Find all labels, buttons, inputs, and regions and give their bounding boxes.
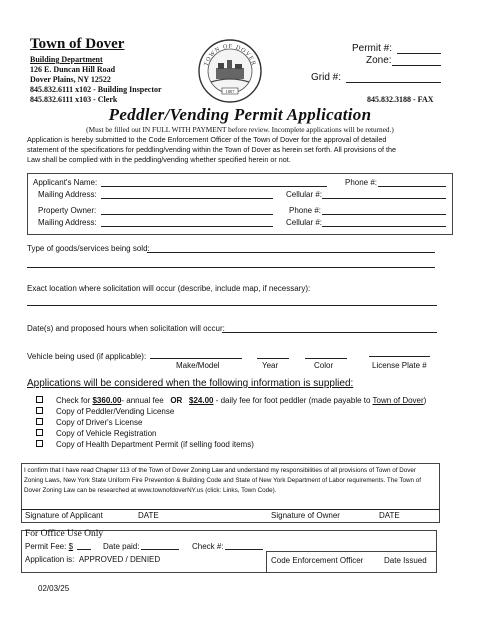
owner-cell-field[interactable] — [322, 226, 446, 227]
location-label: Exact location where solicitation will occur (describe, include map, if necessary): — [27, 284, 311, 293]
drivers-license-checkbox[interactable] — [36, 418, 43, 425]
dates-hours-label: Date(s) and proposed hours when solicitation will occur: — [27, 324, 225, 333]
certify-line-2: Zoning Laws, New York State Uniform Fire Prevention & Building Code and State of New York Department of Labor requirements. The Town of — [24, 477, 422, 484]
vehicle-color-field[interactable] — [305, 358, 347, 359]
permit-fee-text: Permit Fee: — [25, 542, 69, 551]
fee-text-mid: - annual fee — [121, 396, 166, 405]
vehicle-col-color: Color — [314, 361, 334, 370]
date-paid-label: Date paid: — [103, 542, 140, 551]
permit-number-field[interactable] — [397, 53, 441, 54]
vehicle-registration-checkbox[interactable] — [36, 429, 43, 436]
intro-line-1: Application is hereby submitted to the Code Enforcement Officer of the Town of Dover for the approval of detailed — [27, 135, 387, 144]
vehicle-col-plate: License Plate # — [372, 361, 427, 370]
check-number-field[interactable] — [225, 549, 263, 550]
address-line-1: 126 E. Duncan Hill Road — [30, 65, 116, 74]
fee-or: OR — [170, 396, 183, 405]
phone-building-inspector: 845.832.6111 x102 - Building Inspector — [30, 85, 162, 94]
town-seal-logo — [197, 38, 263, 104]
phone-clerk: 845.832.6111 x103 - Clerk — [30, 95, 118, 104]
department-name: Building Department — [30, 55, 103, 64]
dates-hours-field[interactable] — [222, 332, 437, 333]
vehicle-col-year: Year — [262, 361, 279, 370]
zone-field[interactable] — [392, 65, 441, 66]
permit-fee-field[interactable] — [77, 549, 91, 550]
health-permit-checkbox[interactable] — [36, 440, 43, 447]
goods-services-field[interactable] — [147, 252, 435, 253]
license-copy-label: Copy of Peddler/Vending License — [56, 407, 175, 416]
goods-services-label: Type of goods/services being sold: — [27, 244, 150, 253]
property-owner-label: Property Owner: — [38, 206, 97, 215]
certify-line-3: Dover Zoning Law can be researched at www.townofdoverNY.us (click: Links, Town Code). — [24, 487, 277, 494]
location-field[interactable] — [27, 305, 437, 306]
certify-line-1: I confirm that I have read Chapter 113 of the Town of Dover Zoning Law and understand my responsibilities of all provisions of Town of Dover — [24, 467, 417, 474]
fee-text-post: - daily fee for foot peddler (made payable to — [213, 396, 373, 405]
date-paid-field[interactable] — [141, 549, 179, 550]
intro-line-3: Law shall be complied with in the peddling/vending whether specified herein or not. — [27, 155, 291, 164]
svg-text:TOWN OF DOVER: TOWN OF DOVER — [203, 43, 257, 67]
owner-signature-label: Signature of Owner — [271, 511, 340, 520]
vehicle-registration-label: Copy of Vehicle Registration — [56, 429, 157, 438]
form-subtitle: (Must be filled out IN FULL WITH PAYMENT before review. Incomplete applications will be returned.) — [86, 125, 394, 134]
town-name: Town of Dover — [30, 36, 125, 52]
applicant-signature-label: Signature of Applicant — [25, 511, 103, 520]
check-number-label: Check #: — [192, 542, 224, 551]
applicant-name-label: Applicant's Name: — [33, 178, 98, 187]
date-issued-label: Date Issued — [384, 556, 427, 565]
form-title: Peddler/Vending Permit Application — [108, 105, 372, 124]
application-status-label — [25, 555, 160, 564]
vehicle-plate-field[interactable] — [369, 356, 430, 357]
applicant-cell-field[interactable] — [322, 198, 446, 199]
owner-mailing-field[interactable] — [101, 226, 273, 227]
property-owner-field[interactable] — [101, 214, 273, 215]
fax-number: 845.832.3188 - FAX — [367, 95, 434, 104]
fee-text-pre: Check for — [56, 396, 93, 405]
annual-fee-amount: $360.00 — [92, 396, 122, 405]
vehicle-col-make: Make/Model — [176, 361, 220, 370]
vehicle-label: Vehicle being used (if applicable): — [27, 352, 147, 361]
status-value: APPROVED / DENIED — [78, 555, 161, 564]
daily-fee-amount: $24.00 — [189, 396, 214, 405]
applicant-mailing-label: Mailing Address: — [38, 190, 97, 199]
grid-number-field[interactable] — [346, 82, 441, 83]
applicant-phone-label: Phone #: — [345, 178, 378, 187]
grid-number-label: Grid #: — [311, 72, 342, 83]
zone-label: Zone: — [366, 55, 392, 66]
revision-date: 02/03/25 — [38, 584, 70, 593]
signature-line[interactable] — [21, 509, 440, 510]
drivers-license-label: Copy of Driver's License — [56, 418, 143, 427]
applicant-phone-field[interactable] — [378, 186, 446, 187]
applicant-mailing-field[interactable] — [101, 198, 273, 199]
license-copy-checkbox[interactable] — [36, 407, 43, 414]
fee-line — [56, 396, 426, 405]
owner-phone-label: Phone #: — [289, 206, 322, 215]
permit-fee-label — [25, 542, 73, 551]
vehicle-year-field[interactable] — [257, 358, 289, 359]
requirements-heading: Applications will be considered when the following information is supplied: — [27, 378, 354, 389]
address-line-2: Dover Plains, NY 12522 — [30, 75, 111, 84]
fee-text-end: ) — [423, 396, 427, 405]
permit-fee-value: $ — [68, 542, 74, 551]
health-permit-label: Copy of Health Department Permit (if selling food items) — [56, 440, 254, 449]
owner-date-label: DATE — [379, 511, 400, 520]
applicant-cell-label: Cellular #: — [286, 190, 323, 199]
fee-checkbox[interactable] — [36, 396, 43, 403]
owner-cell-label: Cellular #: — [286, 218, 323, 227]
applicant-name-field[interactable] — [101, 186, 327, 187]
payable-to: Town of Dover — [372, 396, 424, 405]
intro-line-2: statement of the specifications for peddling/vending within the Town of Dover as herein set forth. All provisions of the — [27, 145, 397, 154]
status-label-text: Application is: — [25, 555, 75, 564]
permit-number-label: Permit #: — [352, 43, 393, 54]
office-use-heading: For Office Use Only — [25, 529, 104, 539]
owner-mailing-label: Mailing Address: — [38, 218, 97, 227]
code-officer-label: Code Enforcement Officer — [271, 556, 364, 565]
applicant-date-label: DATE — [138, 511, 159, 520]
goods-services-field-2[interactable] — [27, 267, 435, 268]
owner-phone-field[interactable] — [322, 214, 446, 215]
vehicle-make-field[interactable] — [150, 358, 242, 359]
svg-text:1807: 1807 — [225, 89, 235, 94]
